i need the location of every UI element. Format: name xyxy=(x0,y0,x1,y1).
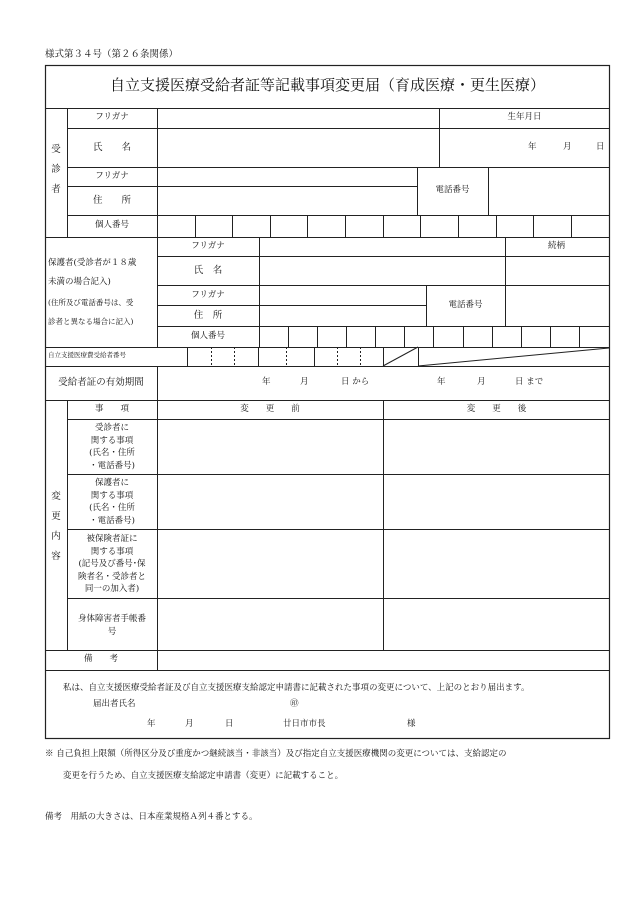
declaration-text: 私は、自立支援医療受給者証及び自立支援医療支給認定申請書に記載された事項の変更について、上記のとおり届出ます。 xyxy=(63,683,530,693)
validity-to-month: 月 xyxy=(477,377,486,387)
bottom-note: 備考 用紙の大きさは、日本産業規格Ａ列４番とする。 xyxy=(45,812,258,822)
change-item-patient: 受診者に 関する事項 (氏名・住所 ・電話番号) xyxy=(89,423,135,471)
patient-phone-label: 電話番号 xyxy=(435,185,470,195)
patient-mynumber-label: 個人番号 xyxy=(94,220,129,230)
remarks-label: 備 考 xyxy=(83,654,118,664)
guardian-label-1: 保護者(受診者が１８歳 xyxy=(48,258,137,268)
form-title: 自立支援医療受給者証等記載事項変更届（育成医療・更生医療） xyxy=(109,76,545,94)
patient-section-label: 受 診 者 xyxy=(51,144,61,195)
recipient-number-label: 自立支援医療費受給者番号 xyxy=(48,351,126,359)
patient-address-label: 住 所 xyxy=(92,195,131,206)
date-year: 年 xyxy=(147,719,156,729)
guardian-phone-label: 電話番号 xyxy=(448,300,483,310)
changes-col-after: 変 更 後 xyxy=(466,404,527,414)
changes-section-label: 変 更 内 容 xyxy=(51,491,61,562)
validity-label: 受給者証の有効期間 xyxy=(58,377,144,388)
changes-col-before: 変 更 前 xyxy=(240,404,300,414)
patient-dob-day: 日 xyxy=(596,142,605,152)
change-item-guardian: 保護者に 関する事項 (氏名・住所 ・電話番号) xyxy=(89,478,135,526)
guardian-note-2: 診者と異なる場合に記入) xyxy=(48,317,134,326)
patient-furigana-label: フリガナ xyxy=(95,112,129,122)
footnote-line-2: 変更を行うため、自立支援医療支給認定申請書（変更）に記載すること。 xyxy=(63,771,344,781)
guardian-furigana-label: フリガナ xyxy=(191,241,225,251)
guardian-furigana2-label: フリガナ xyxy=(191,290,225,300)
validity-to-year: 年 xyxy=(437,377,446,387)
date-day: 日 xyxy=(225,719,234,729)
validity-from-day: 日 から xyxy=(341,377,370,387)
changes-col-item: 事 項 xyxy=(94,404,129,414)
patient-name-label: 氏 名 xyxy=(92,142,131,153)
addressee: 廿日市市長 xyxy=(283,719,326,729)
guardian-label-2: 未満の場合記入) xyxy=(48,277,111,287)
date-month: 月 xyxy=(185,719,194,729)
change-item-insurance: 被保険者証に 関する事項 (記号及び番号･保 険者名・受診者と 同一の加入者) xyxy=(77,534,146,594)
patient-dob-month: 月 xyxy=(563,142,572,152)
guardian-relation-label: 続柄 xyxy=(548,241,566,251)
addressee-honorific: 様 xyxy=(407,719,416,729)
validity-from-month: 月 xyxy=(300,377,309,387)
guardian-address-label: 住 所 xyxy=(193,310,223,321)
validity-to-day: 日 まで xyxy=(515,377,544,387)
guardian-mynumber-label: 個人番号 xyxy=(190,331,225,341)
footnote-line-1: ※ 自己負担上限額（所得区分及び重度かつ継続該当・非該当）及び指定自立支援医療機関の変更については、支給認定の xyxy=(45,749,507,759)
validity-from-year: 年 xyxy=(262,377,271,387)
guardian-note-1: (住所及び電話番号は、受 xyxy=(48,298,134,307)
seal-mark: ㊞ xyxy=(290,699,299,709)
filer-name-label: 届出者氏名 xyxy=(93,699,136,709)
patient-dob-label: 生年月日 xyxy=(507,112,542,122)
guardian-name-label: 氏 名 xyxy=(193,265,223,276)
form-number: 様式第３４号（第２６条関係） xyxy=(45,49,179,60)
patient-dob-year: 年 xyxy=(528,142,537,152)
patient-furigana2-label: フリガナ xyxy=(95,171,129,181)
change-item-disability: 身体障害者手帳番 号 xyxy=(77,614,146,637)
